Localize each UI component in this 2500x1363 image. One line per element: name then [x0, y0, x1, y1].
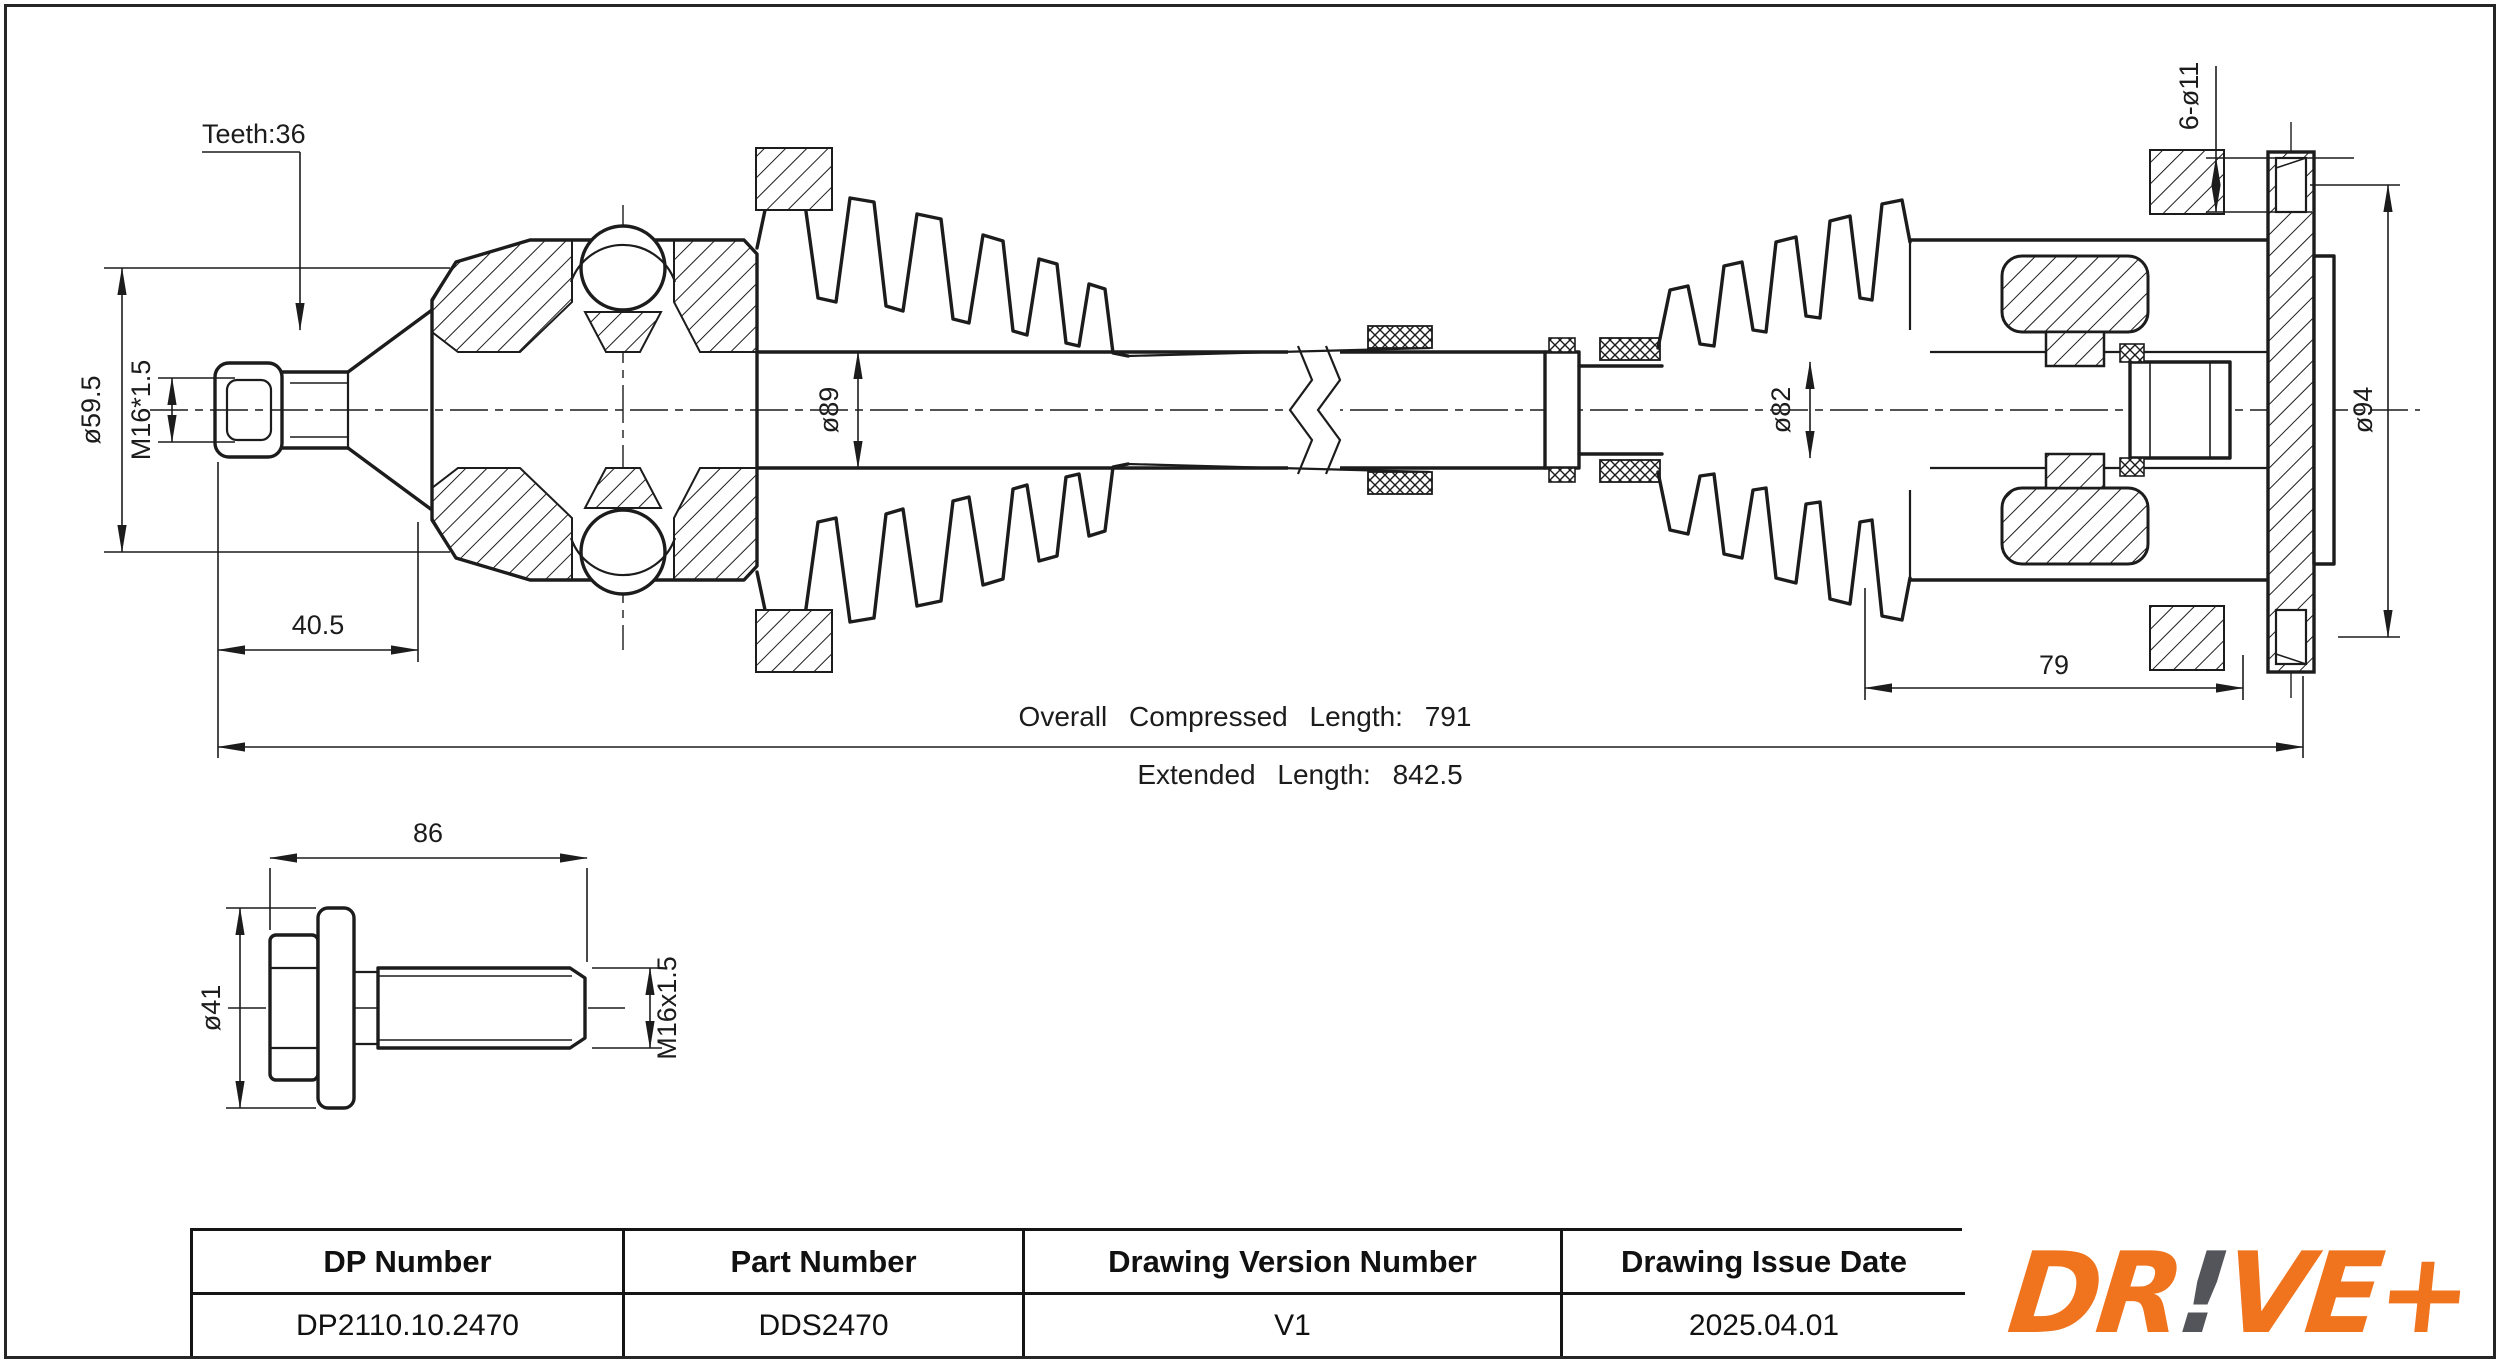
dim-m16: M16*1.5: [126, 359, 156, 461]
dim-d89: ø89: [814, 386, 844, 434]
header-issue-date: Drawing Issue Date: [1563, 1231, 1965, 1295]
bolt-dim-d41: ø41: [196, 984, 226, 1032]
dim-40-5: 40.5: [291, 610, 345, 640]
logo-exclamation: !: [2171, 1229, 2232, 1359]
extended-length-label: Extended Length: 842.5: [1137, 759, 1463, 790]
value-dp-number: DP2110.10.2470: [193, 1295, 625, 1356]
header-dp-number: DP Number: [193, 1231, 625, 1295]
hub-bolt-drawing: [196, 818, 682, 1108]
bearing-ball-bottom: [581, 510, 665, 594]
teeth-label: Teeth:36: [202, 119, 306, 149]
title-block-table: [190, 1228, 1962, 1356]
value-drawing-version: V1: [1025, 1295, 1563, 1356]
bolt-dim-m16: M16x1.5: [652, 956, 682, 1060]
drive-plus-logo: [1985, 1229, 2490, 1359]
dim-d82: ø82: [1766, 386, 1796, 434]
value-issue-date: 2025.04.01: [1563, 1295, 1965, 1356]
bearing-ball-top: [581, 226, 665, 310]
value-part-number: DDS2470: [625, 1295, 1025, 1356]
dim-holes: 6-ø11: [2174, 61, 2204, 131]
dim-79: 79: [2038, 650, 2070, 680]
shaft-break-symbol: [1288, 344, 1340, 476]
dim-d94: ø94: [2348, 386, 2378, 434]
sheet-frame: [6, 6, 2495, 1358]
logo-text-ve-plus: VE+: [2217, 1229, 2474, 1359]
dim-d59-5: ø59.5: [76, 375, 106, 445]
mounting-flange: [2268, 152, 2314, 672]
bolt-dim-86: 86: [412, 818, 444, 848]
overall-compressed-length-label: Overall Compressed Length: 791: [1018, 701, 1472, 732]
dimensions: [76, 62, 2400, 790]
inner-joint-housing: [1910, 150, 2334, 672]
axle-assembly: [76, 62, 2420, 790]
logo-text-dr: DR: [2002, 1229, 2186, 1359]
header-drawing-version: Drawing Version Number: [1025, 1231, 1563, 1295]
header-part-number: Part Number: [625, 1231, 1025, 1295]
